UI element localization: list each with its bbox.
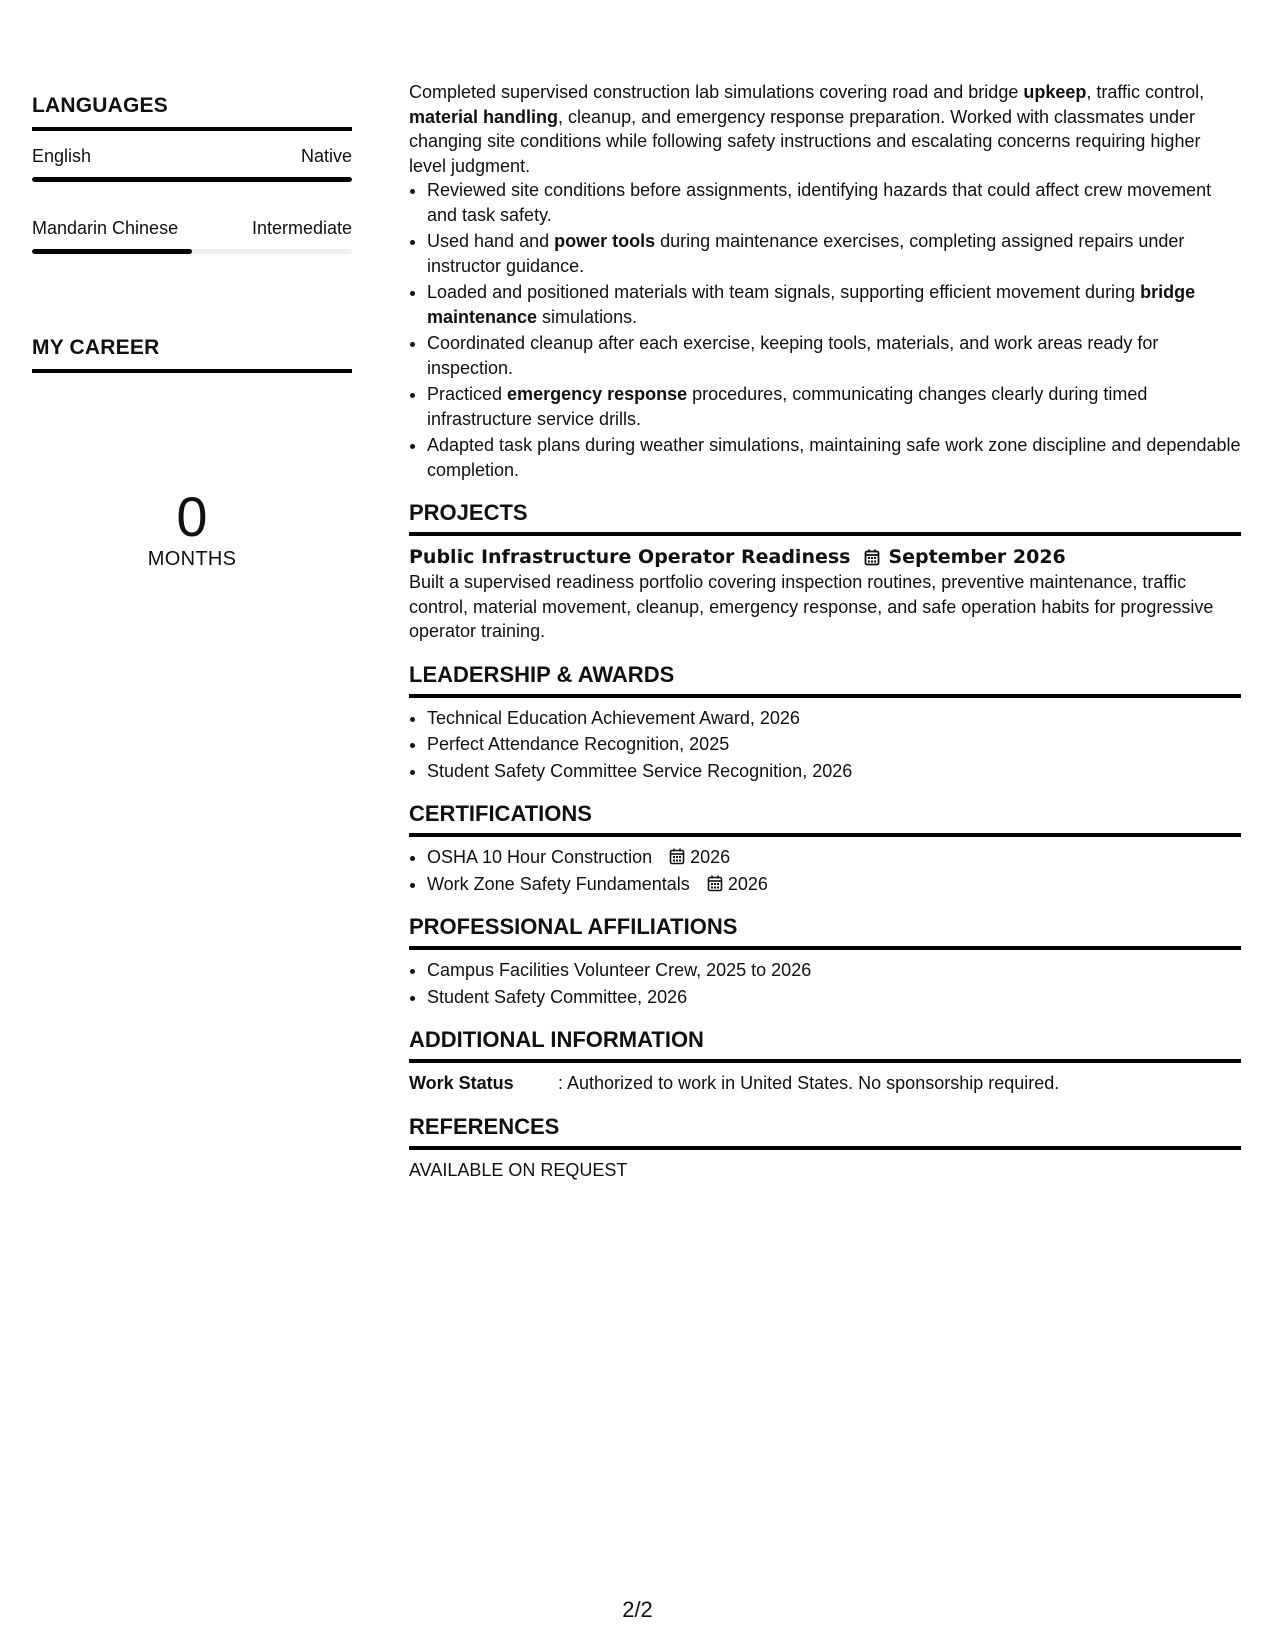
- text-run: , cleanup, and emergency response preparation. Worked with classmates under changing site conditions while following safety instructions and escalating concerns requiring higher level judgment.: [409, 106, 1201, 176]
- calendar-icon: [707, 875, 723, 892]
- text-run: procedures, communicating changes clearly during timed infrastructure service drills.: [427, 384, 1148, 429]
- page-number: 2/2: [622, 1597, 653, 1622]
- text-run: during maintenance exercises, completing assigned repairs under instructor guidance.: [427, 231, 1185, 276]
- languages-heading: LANGUAGES: [32, 94, 352, 131]
- experience-bullet: [427, 382, 1241, 431]
- awards-heading: LEADERSHIP & AWARDS: [409, 662, 1241, 698]
- work-status-value: : Authorized to work in United States. No sponsorship required.: [558, 1073, 1060, 1093]
- affiliations-heading: PROFESSIONAL AFFILIATIONS: [409, 914, 1241, 950]
- sidebar: [32, 94, 352, 571]
- language-name: English: [32, 146, 92, 166]
- bold-keyword: upkeep: [1023, 82, 1087, 102]
- certification-name: Work Zone Safety Fundamentals: [427, 873, 690, 894]
- affiliations-list: [409, 958, 1241, 1009]
- language-proficiency-fill: [32, 177, 352, 182]
- experience-bullets: [409, 178, 1241, 482]
- career-duration: [32, 485, 352, 571]
- project-title: Public Infrastructure Operator Readiness: [409, 546, 851, 568]
- calendar-icon: [864, 549, 880, 566]
- list-item: • Student Safety Committee Service Recognition, 2026: [427, 759, 1241, 784]
- text-run: simulations.: [537, 306, 638, 327]
- experience-bullet: [427, 433, 1241, 482]
- experience-summary: [409, 80, 1241, 178]
- references-text: AVAILABLE ON REQUEST: [409, 1159, 628, 1180]
- language-proficiency-fill: [32, 249, 192, 254]
- certification-name: OSHA 10 Hour Construction: [427, 847, 653, 867]
- career-value: 0: [176, 485, 208, 548]
- work-status-label: Work Status: [409, 1073, 514, 1093]
- list-item: • Technical Education Achievement Award, 2026: [427, 706, 1241, 731]
- references-heading: REFERENCES: [409, 1114, 1241, 1150]
- career-section: [32, 336, 352, 571]
- language-item: [32, 217, 352, 254]
- main-column: [409, 80, 1241, 1182]
- bold-keyword: emergency response: [507, 384, 688, 404]
- text-run: Used hand and: [427, 231, 555, 251]
- work-status-row: [409, 1071, 1241, 1096]
- bold-keyword: bridge maintenance: [427, 282, 1196, 327]
- text-run: Loaded and positioned materials with team signals, supporting efficient movement during: [427, 282, 1141, 302]
- calendar-icon: [669, 848, 685, 865]
- list-item: • Student Safety Committee, 2026: [427, 985, 1241, 1010]
- language-name: Mandarin Chinese: [32, 218, 179, 238]
- certifications-list: [409, 845, 1241, 896]
- list-item: • Campus Facilities Volunteer Crew, 2025 to 2026: [427, 958, 1241, 983]
- awards-list: [409, 706, 1241, 784]
- language-proficiency-bar: [32, 249, 352, 254]
- bold-keyword: material handling: [409, 106, 559, 127]
- experience-bullet: [427, 178, 1241, 227]
- language-item: [32, 145, 352, 182]
- language-level: Native: [300, 146, 352, 166]
- language-level: Intermediate: [251, 218, 352, 238]
- language-proficiency-bar: [32, 177, 352, 182]
- project-date: September 2026: [888, 546, 1066, 568]
- list-item: [427, 845, 1241, 870]
- additional-info-heading: ADDITIONAL INFORMATION: [409, 1027, 1241, 1063]
- project-title-row: [409, 544, 1241, 570]
- text-run: Practiced: [427, 384, 508, 404]
- projects-heading: PROJECTS: [409, 500, 1241, 536]
- career-heading: MY CAREER: [32, 336, 352, 373]
- project-description: Built a supervised readiness portfolio covering inspection routines, preventive maintenance, traffic control, material movement, cleanup, emergency response, and safe operation habits for progressive operator training.: [409, 572, 1214, 641]
- text-run: , traffic control,: [1086, 82, 1205, 102]
- certification-date: 2026: [727, 873, 768, 894]
- text-run: Completed supervised construction lab simulations covering road and bridge: [409, 82, 1024, 102]
- bold-keyword: power tools: [554, 231, 656, 251]
- list-item: • Perfect Attendance Recognition, 2025: [427, 732, 1241, 757]
- list-item: [427, 872, 1241, 897]
- certifications-heading: CERTIFICATIONS: [409, 801, 1241, 837]
- experience-bullet: [427, 280, 1241, 329]
- certification-date: 2026: [690, 847, 731, 867]
- experience-bullet: [427, 331, 1241, 380]
- text-run: Coordinated cleanup after each exercise, keeping tools, materials, and work areas ready for inspection.: [427, 333, 1159, 378]
- career-unit: MONTHS: [147, 548, 237, 570]
- text-run: Reviewed site conditions before assignments, identifying hazards that could affect crew movement and task safety.: [427, 180, 1212, 225]
- text-run: Adapted task plans during weather simulations, maintaining safe work zone discipline and dependable completion.: [427, 435, 1241, 480]
- experience-bullet: [427, 229, 1241, 278]
